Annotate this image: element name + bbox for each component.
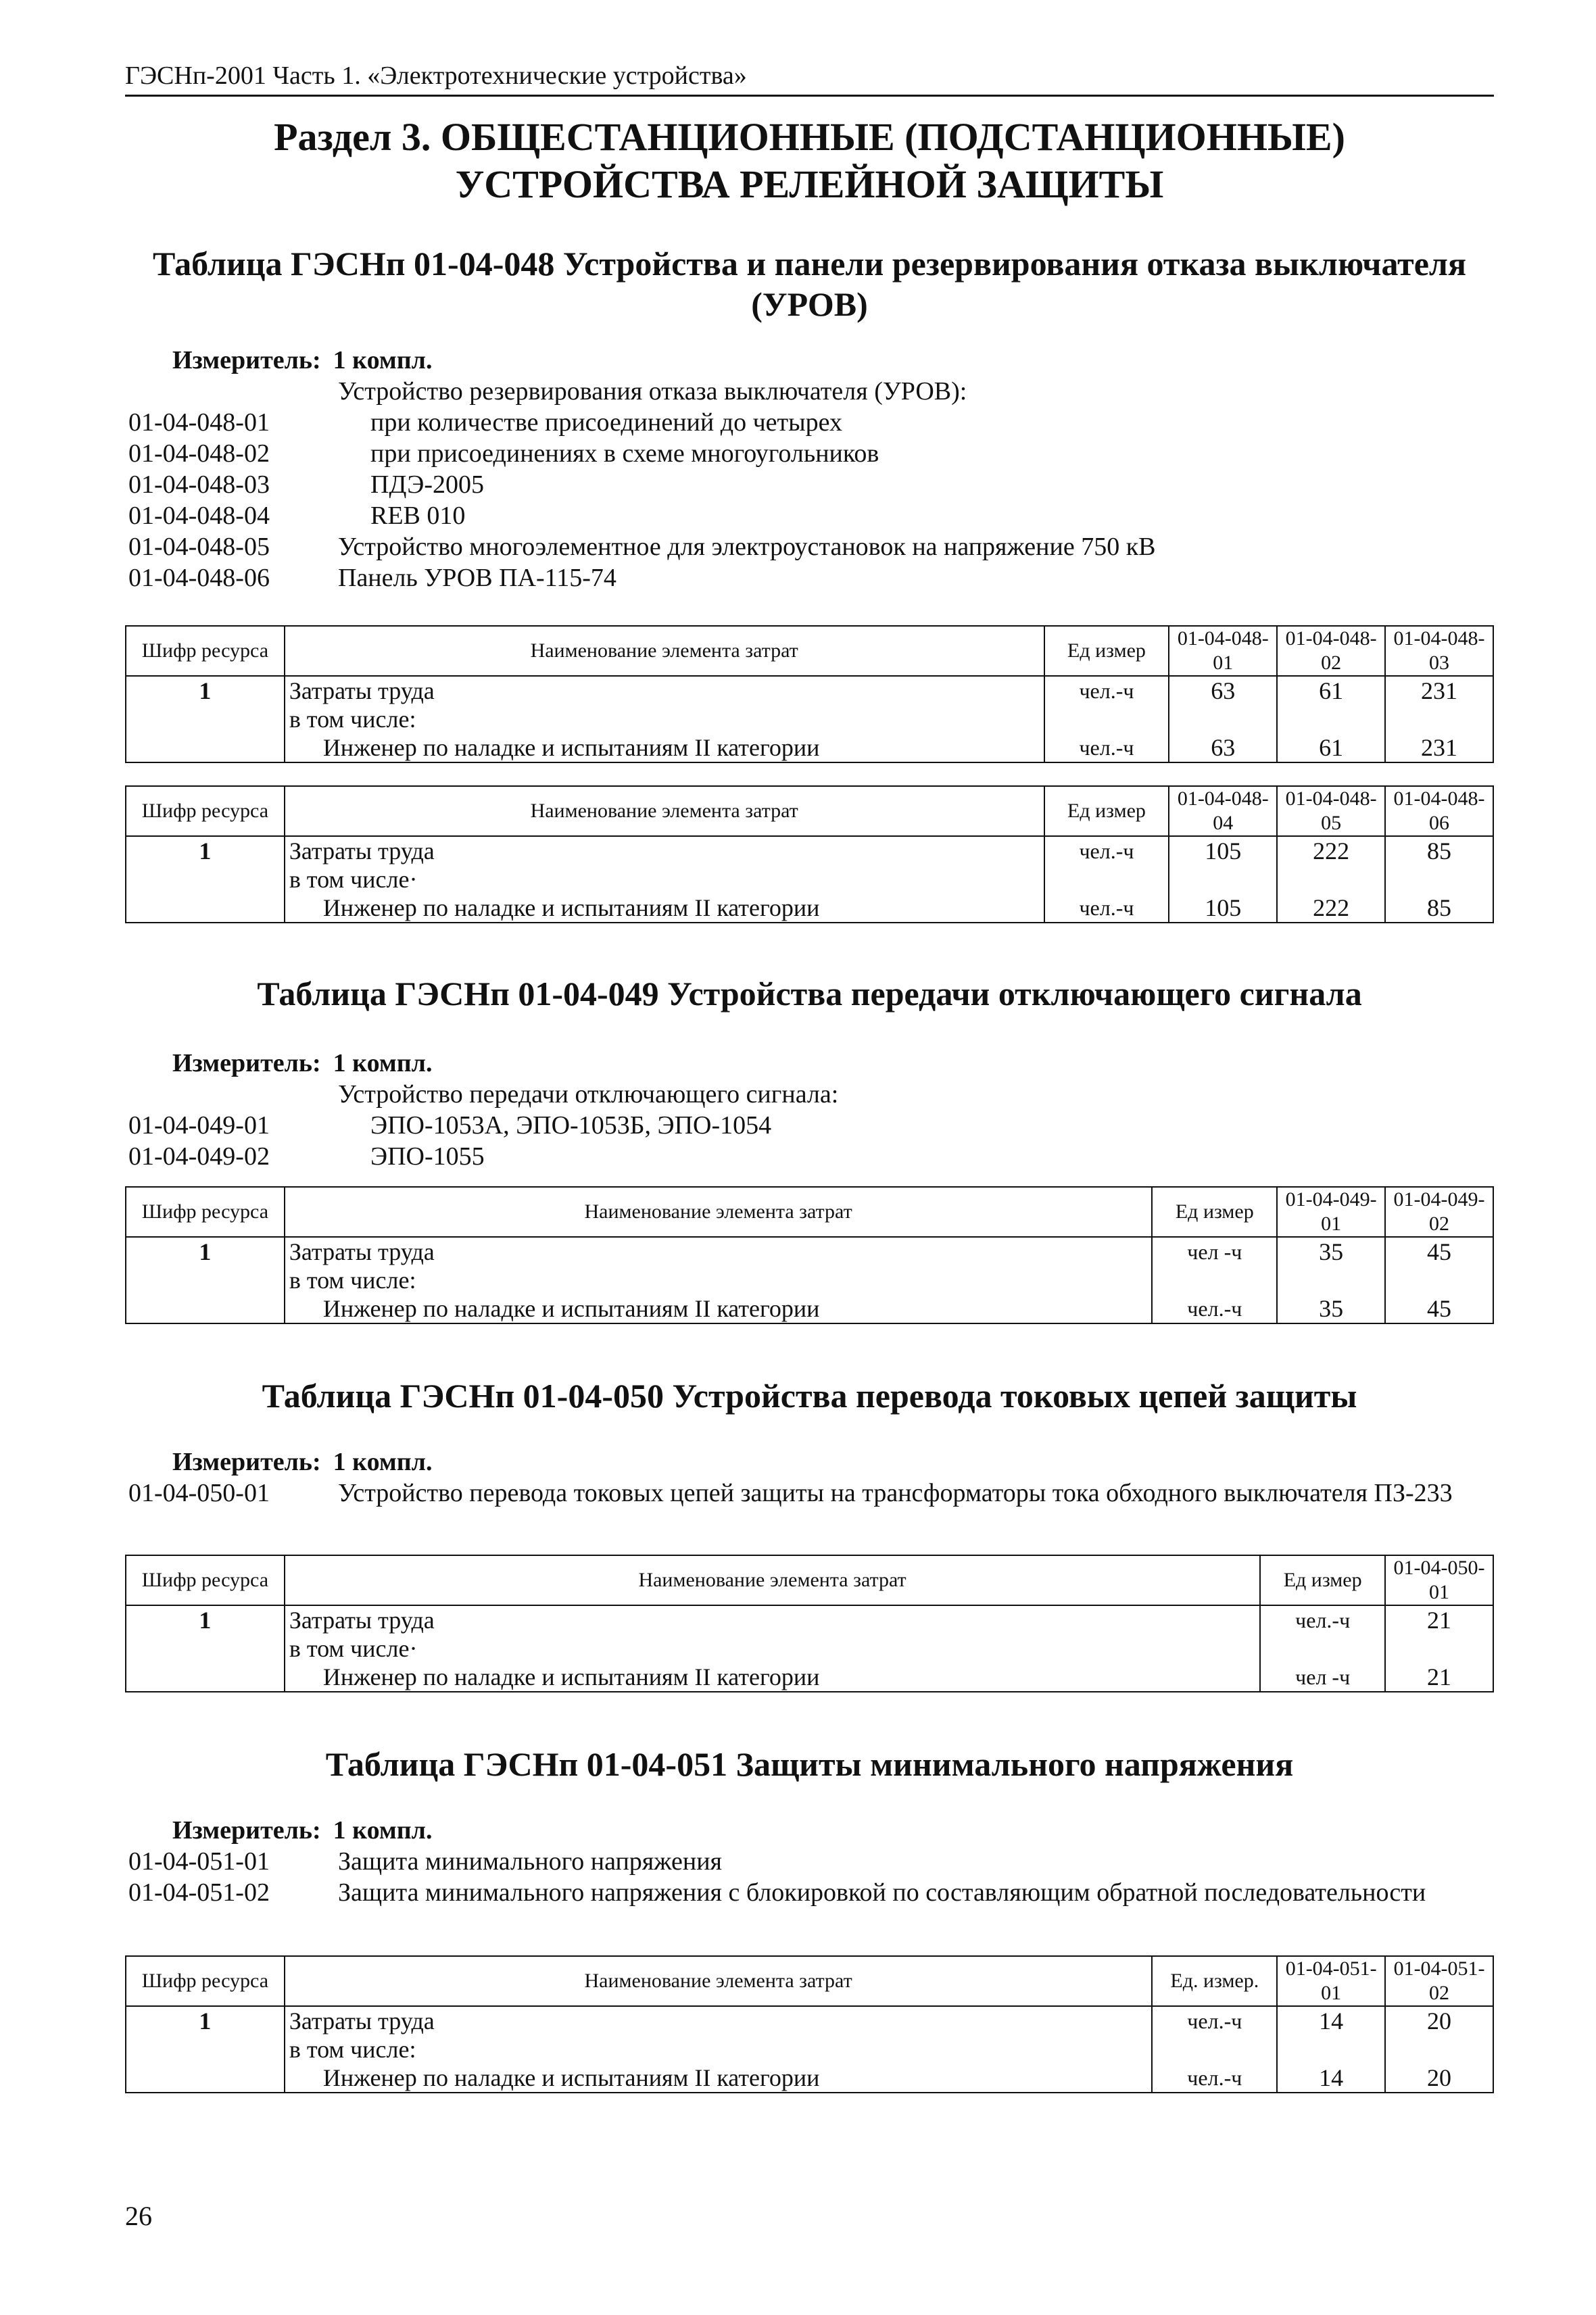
cost-unit: чел.-ч [1152,2006,1277,2035]
list-item [128,438,1494,469]
table-row [126,894,1493,923]
cost-value: 61 [1277,733,1385,762]
col-header-norm: 01-04-048-02 [1277,626,1385,676]
table-048-title-line-2: (УРОВ) [751,285,868,323]
cost-unit: чел -ч [1260,1663,1385,1692]
table-row [126,1634,1493,1663]
col-header-norm: 01-04-048-06 [1385,786,1493,836]
item-text: ЭПО-1053А, ЭПО-1053Б, ЭПО-1054 [370,1111,772,1140]
list-item [128,500,1494,531]
cost-value: 35 [1277,1294,1385,1323]
table-row [126,1605,1493,1634]
item-text: ЭПО-1055 [370,1142,485,1171]
col-header-unit: Ед измер [1044,626,1169,676]
cost-name: в том числе· [285,1634,1260,1663]
cost-value: 14 [1277,2006,1385,2035]
table-row [126,2006,1493,2035]
item-code: 01-04-048-03 [128,470,270,499]
cost-name: Инженер по наладке и испытаниям II категории [285,894,1044,923]
table-header-row [126,786,1493,836]
cost-name: Затраты труда [285,1237,1153,1266]
item-code: 01-04-048-02 [128,439,270,468]
item-text: Защита минимального напряжения [338,1847,723,1876]
table-header-row [126,1187,1493,1237]
cost-value: 222 [1277,836,1385,865]
col-header-unit: Ед. измер. [1152,1956,1277,2006]
cost-name: Затраты труда [285,1605,1260,1634]
resource-code: 1 [126,1605,285,1634]
table-row [126,733,1493,762]
item-text: Устройство многоэлементное для электроустановок на напряжение 750 кВ [338,533,1156,561]
col-header-code: Шифр ресурса [126,1956,285,2006]
item-code: 01-04-048-06 [128,564,270,592]
table-row [126,1266,1493,1294]
table-row [126,676,1493,705]
list-item [128,1877,1494,1908]
cost-value: 105 [1169,894,1277,923]
cost-unit: чел.-ч [1044,676,1169,705]
table-049-meter [172,1048,432,1079]
col-header-code: Шифр ресурса [126,786,285,836]
list-item [128,1141,1494,1172]
cost-value: 85 [1385,894,1493,923]
cost-value: 21 [1385,1663,1493,1692]
col-header-code: Шифр ресурса [126,626,285,676]
meter-label: Измеритель: [172,1816,321,1845]
page-number: 26 [125,2201,152,2231]
meter-value: 1 компл. [333,1816,433,1845]
col-header-norm: 01-04-048-04 [1169,786,1277,836]
table-048-resources-a [125,625,1494,763]
table-header-row [126,1956,1493,2006]
item-text: при присоединениях в схеме многоугольников [370,439,879,468]
section-title [125,114,1494,208]
cost-value: 20 [1385,2006,1493,2035]
item-group-heading: Устройство резервирования отказа выключателя (УРОВ): [338,377,967,406]
item-text: Защита минимального напряжения с блокировкой по составляющим обратной последовательности [338,1878,1426,1907]
table-row [126,2035,1493,2064]
table-048-title [125,243,1494,324]
item-text: ПДЭ-2005 [370,470,485,499]
col-header-unit: Ед измер [1152,1187,1277,1237]
item-code: 01-04-051-01 [128,1847,270,1876]
cost-name: Затраты труда [285,836,1044,865]
cost-value: 14 [1277,2064,1385,2093]
cost-value: 21 [1385,1605,1493,1634]
meter-value: 1 компл. [333,346,433,374]
cost-name: Затраты труда [285,2006,1153,2035]
cost-name: в том числе: [285,1266,1153,1294]
resource-code: 1 [126,1237,285,1266]
section-title-line-1: Раздел 3. ОБЩЕСТАНЦИОННЫЕ (ПОДСТАНЦИОННЫЕ) [274,115,1345,159]
table-row [126,865,1493,894]
cost-value: 222 [1277,894,1385,923]
col-header-code: Шифр ресурса [126,1187,285,1237]
col-header-norm: 01-04-051-02 [1385,1956,1493,2006]
table-row [126,1294,1493,1323]
cost-value: 20 [1385,2064,1493,2093]
col-header-norm: 01-04-049-01 [1277,1187,1385,1237]
col-header-norm: 01-04-051-01 [1277,1956,1385,2006]
table-row [126,1663,1493,1692]
table-048-meter [172,345,432,376]
cost-value: 85 [1385,836,1493,865]
running-header: ГЭСНп-2001 Часть 1. «Электротехнические устройства» [125,59,1494,97]
meter-label: Измеритель: [172,1448,321,1476]
resource-code: 1 [126,836,285,865]
table-048-title-line-1: Таблица ГЭСНп 01-04-048 Устройства и панели резервирования отказа выключателя [152,245,1467,283]
list-item [128,531,1494,562]
section-title-line-2: УСТРОЙСТВА РЕЛЕЙНОЙ ЗАЩИТЫ [455,162,1164,206]
cost-value: 61 [1277,676,1385,705]
table-header-row [126,1555,1493,1605]
cost-value: 63 [1169,676,1277,705]
table-048-resources-b [125,785,1494,923]
table-049-resources [125,1186,1494,1324]
col-header-norm: 01-04-048-03 [1385,626,1493,676]
resource-code: 1 [126,676,285,705]
table-051-title: Таблица ГЭСНп 01-04-051 Защиты минимального напряжения [325,1745,1294,1783]
col-header-norm: 01-04-049-02 [1385,1187,1493,1237]
col-header-norm: 01-04-048-05 [1277,786,1385,836]
cost-name: Инженер по наладке и испытаниям II категории [285,1294,1153,1323]
item-code: 01-04-049-01 [128,1111,270,1140]
cost-unit: чел.-ч [1044,894,1169,923]
list-item [128,1846,1494,1877]
table-048-item-list [128,376,1494,593]
table-049-item-list [128,1079,1494,1172]
cost-name: Инженер по наладке и испытаниям II категории [285,2064,1153,2093]
cost-unit: чел -ч [1152,1237,1277,1266]
table-row [126,836,1493,865]
cost-name: Инженер по наладке и испытаниям II категории [285,733,1044,762]
cost-value: 231 [1385,676,1493,705]
meter-label: Измеритель: [172,346,321,374]
col-header-name: Наименование элемента затрат [285,1555,1260,1605]
item-text: Устройство перевода токовых цепей защиты на трансформаторы тока обходного выключателя ПЗ-233 [338,1479,1453,1507]
meter-label: Измеритель: [172,1049,321,1077]
cost-value: 231 [1385,733,1493,762]
item-code: 01-04-049-02 [128,1142,270,1171]
table-050-meter [172,1446,432,1478]
cost-value: 45 [1385,1294,1493,1323]
col-header-name: Наименование элемента затрат [285,1187,1153,1237]
cost-unit: чел.-ч [1152,2064,1277,2093]
item-text: REB 010 [370,502,466,530]
meter-value: 1 компл. [333,1049,433,1077]
table-051-resources [125,1955,1494,2093]
cost-value: 105 [1169,836,1277,865]
cost-value: 63 [1169,733,1277,762]
col-header-name: Наименование элемента затрат [285,786,1044,836]
item-code: 01-04-051-02 [128,1878,270,1907]
table-051-item-list [128,1846,1494,1908]
item-code: 01-04-048-01 [128,408,270,437]
item-code: 01-04-048-05 [128,533,270,561]
col-header-name: Наименование элемента затрат [285,1956,1153,2006]
cost-name: в том числе· [285,865,1044,894]
table-051-meter [172,1815,432,1846]
table-row [126,1237,1493,1266]
item-code: 01-04-048-04 [128,502,270,530]
cost-unit: чел.-ч [1152,1294,1277,1323]
col-header-name: Наименование элемента затрат [285,626,1044,676]
col-header-unit: Ед измер [1260,1555,1385,1605]
table-050-item-list [128,1478,1494,1509]
table-050-resources [125,1555,1494,1692]
table-row [126,705,1493,733]
list-item [128,407,1494,438]
list-item [128,562,1494,593]
table-049-title: Таблица ГЭСНп 01-04-049 Устройства передачи отключающего сигнала [257,975,1362,1013]
cost-name: Затраты труда [285,676,1044,705]
item-code: 01-04-050-01 [128,1479,270,1507]
item-text: при количестве присоединений до четырех [370,408,843,437]
cost-unit: чел.-ч [1044,733,1169,762]
cost-name: Инженер по наладке и испытаниям II категории [285,1663,1260,1692]
item-text: Панель УРОВ ПА-115-74 [338,564,616,592]
cost-unit: чел.-ч [1260,1605,1385,1634]
col-header-unit: Ед измер [1044,786,1169,836]
table-050-title: Таблица ГЭСНп 01-04-050 Устройства перевода токовых цепей защиты [262,1377,1357,1415]
table-header-row [126,626,1493,676]
cost-unit: чел.-ч [1044,836,1169,865]
cost-value: 35 [1277,1237,1385,1266]
col-header-norm: 01-04-050-01 [1385,1555,1493,1605]
meter-value: 1 компл. [333,1448,433,1476]
list-item [128,1110,1494,1141]
cost-value: 45 [1385,1237,1493,1266]
cost-name: в том числе: [285,705,1044,733]
cost-name: в том числе: [285,2035,1153,2064]
col-header-code: Шифр ресурса [126,1555,285,1605]
resource-code: 1 [126,2006,285,2035]
list-item [128,469,1494,500]
list-item [128,1478,1494,1509]
table-row [126,2064,1493,2093]
item-group-heading: Устройство передачи отключающего сигнала: [338,1080,839,1108]
col-header-norm: 01-04-048-01 [1169,626,1277,676]
